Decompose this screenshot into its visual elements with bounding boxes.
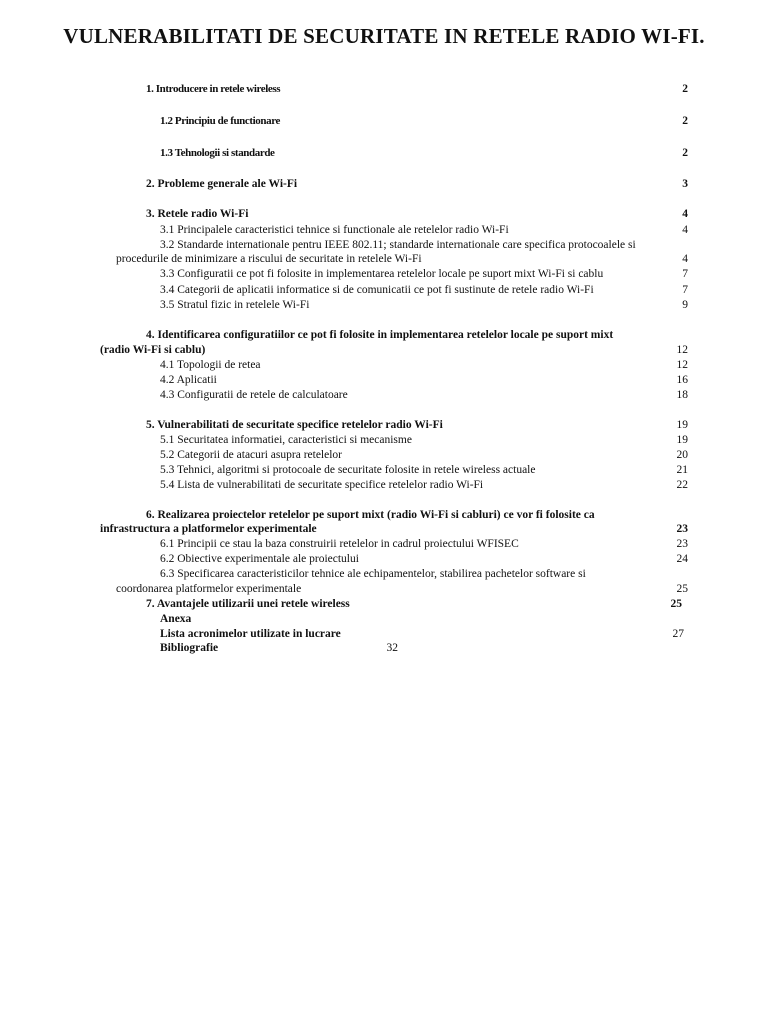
- toc-entry-6-3-line2: coordonarea platformelor experimentale: [116, 583, 302, 595]
- toc-entry-1-2: 1.2 Principiu de functionare: [160, 115, 280, 127]
- toc-page-5-4: 22: [676, 479, 688, 491]
- toc-entry-4-line1: 4. Identificarea configuratiilor ce pot fi folosite in implementarea retelelor locale pe suport mixt: [146, 329, 614, 341]
- toc-entry-3-1: 3.1 Principalele caracteristici tehnice si functionale ale retelelor radio Wi-Fi: [160, 224, 509, 236]
- toc-page-bibliografie: 32: [386, 642, 398, 654]
- toc-page-acronime: 27: [672, 628, 684, 640]
- toc-entry-5: 5. Vulnerabilitati de securitate specifice retelelor radio Wi-Fi: [146, 419, 443, 431]
- toc-entry-4-2: 4.2 Aplicatii: [160, 374, 217, 386]
- toc-entry-7: 7. Avantajele utilizarii unei retele wireless: [146, 598, 350, 610]
- toc-page-3: 4: [682, 208, 688, 220]
- toc-page-4-3: 18: [676, 389, 688, 401]
- toc-page-3-1: 4: [682, 224, 688, 236]
- toc-entry-4-1: 4.1 Topologii de retea: [160, 359, 261, 371]
- toc-entry-anexa: Anexa: [160, 613, 192, 625]
- toc-entry-4-line2: (radio Wi-Fi si cablu): [100, 344, 206, 356]
- toc-entry-3-2-line2: procedurile de minimizare a riscului de securitate in retelele Wi-Fi: [116, 253, 422, 265]
- toc-entry-6-line2: infrastructura a platformelor experimentale: [100, 523, 317, 535]
- toc-page-2: 3: [682, 178, 688, 190]
- toc-entry-bibliografie: Bibliografie: [160, 642, 219, 654]
- toc-page-6-3: 25: [676, 583, 688, 595]
- toc-page-1: 2: [682, 83, 688, 95]
- toc-entry-3-2-line1: 3.2 Standarde internationale pentru IEEE 802.11; standarde internationale care specifica protocoalele si: [160, 239, 636, 251]
- toc-page-3-4: 7: [682, 284, 688, 296]
- toc-entry-6-3-line1: 6.3 Specificarea caracteristicilor tehnice ale echipamentelor, stabilirea pachetelor software si: [160, 568, 586, 580]
- toc-page-6-1: 23: [676, 538, 688, 550]
- toc-entry-3-3: 3.3 Configuratii ce pot fi folosite in implementarea retelelor locale pe suport mixt Wi-Fi si cablu: [160, 268, 604, 280]
- toc-page-5: 19: [676, 419, 688, 431]
- toc-entry-6-2: 6.2 Obiective experimentale ale proiectului: [160, 553, 359, 565]
- toc-page-6-2: 24: [676, 553, 688, 565]
- toc-entry-4-3: 4.3 Configuratii de retele de calculatoare: [160, 389, 348, 401]
- toc-page-1-3: 2: [682, 147, 688, 159]
- toc-entry-5-2: 5.2 Categorii de atacuri asupra retelelor: [160, 449, 343, 461]
- toc-page-4-2: 16: [676, 374, 688, 386]
- toc-entry-2: 2. Probleme generale ale Wi-Fi: [146, 178, 298, 190]
- page-title: VULNERABILITATI DE SECURITATE IN RETELE RADIO WI-FI.: [63, 24, 705, 48]
- toc-entry-1-3: 1.3 Tehnologii si standarde: [160, 147, 275, 159]
- toc-page-3-5: 9: [682, 299, 688, 311]
- toc-entry-5-3: 5.3 Tehnici, algoritmi si protocoale de securitate folosite in retele wireless actuale: [160, 464, 536, 476]
- toc-page-5-2: 20: [676, 449, 688, 461]
- toc-entry-6-1: 6.1 Principii ce stau la baza construirii retelelor in cadrul proiectului WFISEC: [160, 538, 519, 550]
- toc-page-5-1: 19: [676, 434, 688, 446]
- toc-page-4: 12: [676, 344, 688, 356]
- toc-page-5-3: 21: [676, 464, 688, 476]
- toc-page-4-1: 12: [676, 359, 688, 371]
- toc-page-1-2: 2: [682, 115, 688, 127]
- toc-entry-3-5: 3.5 Stratul fizic in retelele Wi-Fi: [160, 299, 310, 311]
- toc-page-3-3: 7: [682, 268, 688, 280]
- toc-page-7: 25: [670, 598, 682, 610]
- toc-entry-1: 1. Introducere in retele wireless: [146, 83, 281, 95]
- toc-entry-5-1: 5.1 Securitatea informatiei, caracteristici si mecanisme: [160, 434, 412, 446]
- toc-entry-3-4: 3.4 Categorii de aplicatii informatice si de comunicatii ce pot fi sustinute de retele radio Wi-Fi: [160, 284, 594, 296]
- toc-page-3-2: 4: [682, 253, 688, 265]
- toc-entry-6-line1: 6. Realizarea proiectelor retelelor pe suport mixt (radio Wi-Fi si cabluri) ce vor fi folosite ca: [146, 509, 595, 521]
- toc-entry-5-4: 5.4 Lista de vulnerabilitati de securitate specifice retelelor radio Wi-Fi: [160, 479, 484, 491]
- toc-entry-3: 3. Retele radio Wi-Fi: [146, 208, 249, 220]
- toc-page-6: 23: [676, 523, 688, 535]
- toc-entry-acronime: Lista acronimelor utilizate in lucrare: [160, 628, 341, 640]
